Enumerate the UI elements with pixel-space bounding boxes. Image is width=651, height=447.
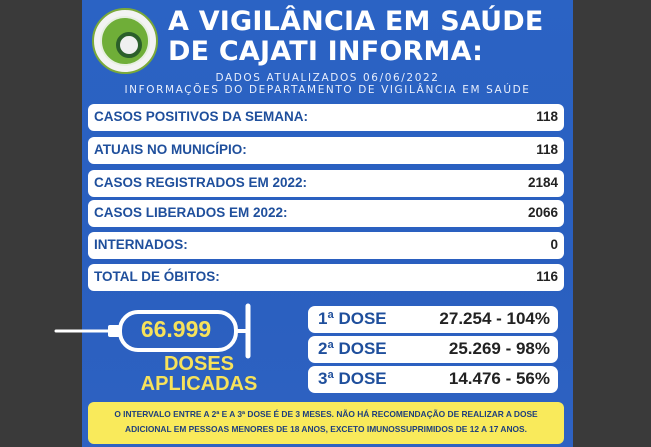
stat-value: 118 (536, 142, 558, 157)
dose-label: 2ª DOSE (318, 339, 387, 358)
stat-row-positive-week (88, 104, 564, 131)
stat-row-hospitalized (88, 232, 564, 259)
stat-value: 116 (536, 269, 558, 284)
stat-label: ATUAIS NO MUNICÍPIO: (94, 142, 247, 157)
stat-value: 118 (536, 109, 558, 124)
updated-date: DADOS ATUALIZADOS 06/06/2022 (215, 72, 440, 84)
dose-value: 25.269 - 98% (448, 339, 550, 358)
dose-value: 14.476 - 56% (448, 369, 550, 388)
department-subtitle: INFORMAÇÕES DO DEPARTAMENTO DE VIGILÂNCIA EM SAÚDE (124, 84, 531, 96)
note-line2: ADICIONAL EM PESSOAS MENORES DE 18 ANOS, EXCETO IMUNOSSUPRIMIDOS DE 12 A 17 ANOS. (125, 424, 527, 434)
dose-value: 27.254 - 104% (439, 309, 550, 328)
doses-total: 66.999 (140, 316, 212, 342)
doses-label-line2: APLICADAS (140, 373, 258, 395)
note-line1: O INTERVALO ENTRE A 2ª E A 3ª DOSE É DE 3 MESES. NÃO HÁ RECOMENDAÇÃO DE REALIZAR A DOSE (114, 409, 538, 419)
dose-label: 3ª DOSE (318, 369, 387, 388)
stat-label: CASOS REGISTRADOS EM 2022: (94, 175, 308, 190)
page-title-line2: DE CAJATI INFORMA: (168, 36, 484, 67)
stat-label: INTERNADOS: (94, 237, 188, 252)
dose-interval-note (88, 402, 564, 444)
stat-label: CASOS POSITIVOS DA SEMANA: (94, 109, 309, 124)
vigilancia-logo-icon (92, 8, 158, 74)
dose-row-third (308, 366, 558, 393)
doses-label-line1: DOSES (163, 353, 235, 375)
dose-row-first (308, 306, 558, 333)
stat-label: CASOS LIBERADOS EM 2022: (94, 205, 288, 220)
stat-value: 2184 (527, 175, 558, 190)
stat-row-released (88, 200, 564, 227)
dose-row-second (308, 336, 558, 363)
page-title-line1: A VIGILÂNCIA EM SAÚDE (168, 6, 544, 37)
stat-value: 0 (550, 237, 558, 252)
stat-row-current (88, 137, 564, 164)
left-side-bar (0, 0, 82, 447)
right-side-bar (573, 0, 651, 447)
stat-value: 2066 (527, 205, 558, 220)
stat-row-deaths (88, 264, 564, 291)
dose-label: 1ª DOSE (318, 309, 387, 328)
eye-icon (116, 32, 142, 58)
stat-row-registered (88, 170, 564, 197)
stat-label: TOTAL DE ÓBITOS: (94, 269, 220, 284)
